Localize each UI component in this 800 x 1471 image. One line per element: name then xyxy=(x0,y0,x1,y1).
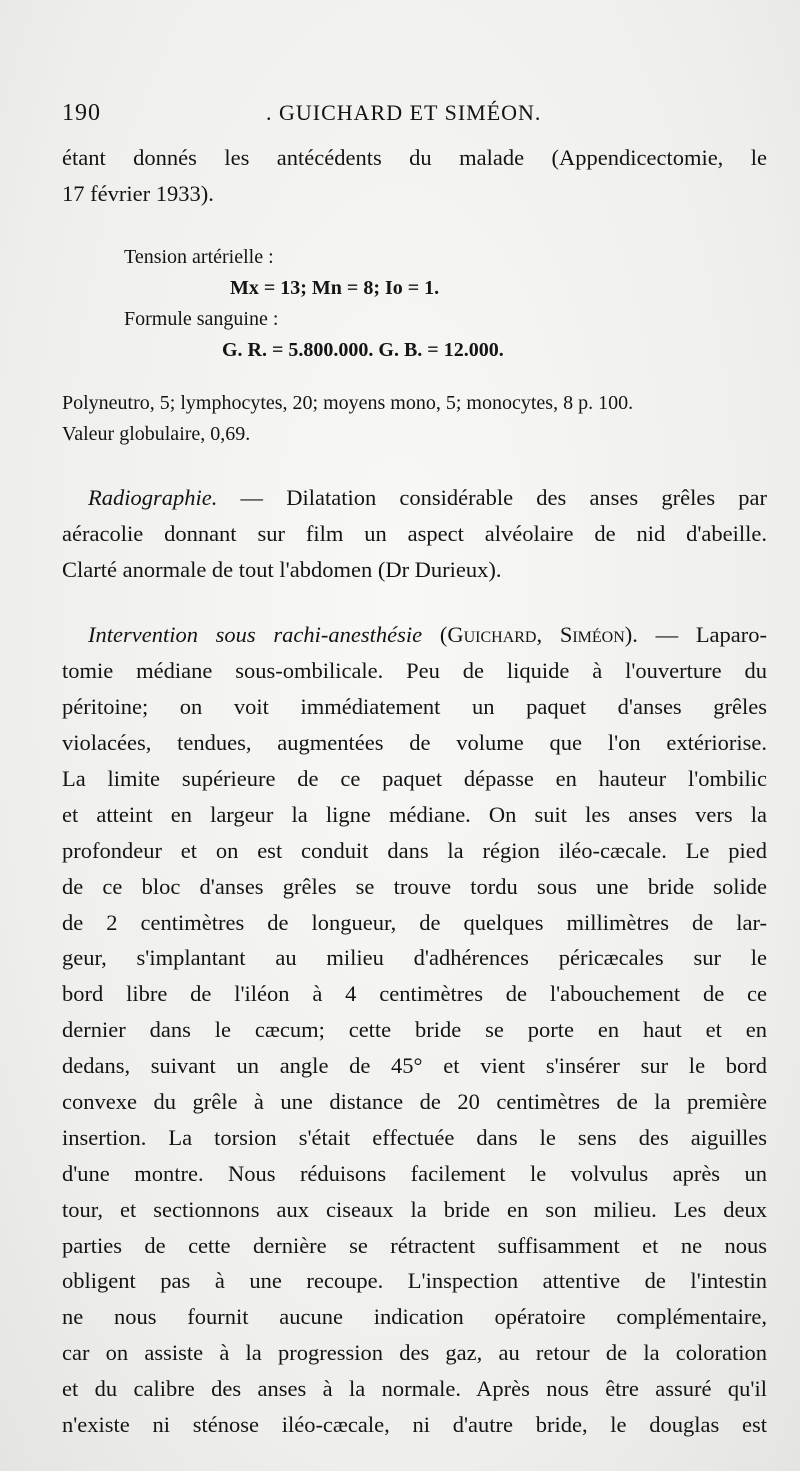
intervention-line: dedans, suivant un angle de 45° et vient s'insérer sur le bord xyxy=(62,1053,767,1079)
intervention-line: d'une montre. Nous réduisons facilement le volvulus après un xyxy=(62,1160,767,1186)
intervention-line: La limite supérieure de ce paquet dépasse en hauteur l'ombilic xyxy=(62,766,767,792)
blood-line-2: Valeur globulaire, 0,69. xyxy=(62,422,251,445)
intervention-line: obligent pas à une recoupe. L'inspection attentive de l'intestin xyxy=(62,1268,767,1294)
intervention-line: car on assiste à la progression des gaz, au retour de la coloration xyxy=(62,1340,767,1366)
intervention-line-1-rest: — Laparo- xyxy=(637,622,768,648)
intervention-line: tour, et sectionnons aux ciseaux la bride en son milieu. Les deux xyxy=(62,1196,767,1222)
blood-line-1: Polyneutro, 5; lymphocytes, 20; moyens mono, 5; monocytes, 8 p. 100. xyxy=(62,391,634,414)
radiographie-line-2: aéracolie donnant sur film un aspect alvéolaire de nid d'abeille. xyxy=(62,520,767,546)
intervention-line: profondeur et on est conduit dans la région iléo-cæcale. Le pied xyxy=(62,837,767,863)
intervention-line: insertion. La torsion s'était effectuée dans le sens des aiguilles xyxy=(62,1124,767,1150)
intervention-line: violacées, tendues, augmentées de volume que l'on extériorise. xyxy=(62,730,767,756)
intervention-line: et atteint en largeur la ligne médiane. On suit les anses vers la xyxy=(62,801,767,827)
page-header xyxy=(62,100,762,134)
intervention-line: de 2 centimètres de longueur, de quelques millimètres de lar- xyxy=(62,909,767,935)
radiographie-line-3: Clarté anormale de tout l'abdomen (Dr Durieux). xyxy=(62,556,502,582)
intervention-title: Intervention sous rachi-anesthésie xyxy=(88,622,423,648)
intervention-line: et du calibre des anses à la normale. Après nous être assuré qu'il xyxy=(62,1376,767,1402)
intervention-line-1 xyxy=(62,617,767,653)
intervention-line: péritoine; on voit immédiatement un paquet d'anses grêles xyxy=(62,694,767,720)
radiographie-title: Radiographie. xyxy=(88,484,218,510)
intervention-line: bord libre de l'iléon à 4 centimètres de l'abouchement de ce xyxy=(62,981,767,1007)
radiographie-line-1-rest: — Dilatation considérable des anses grêles par xyxy=(217,484,767,510)
intervention-line: n'existe ni sténose iléo-cæcale, ni d'autre bride, le douglas est xyxy=(62,1412,767,1438)
intervention-line: tomie médiane sous-ombilicale. Peu de liquide à l'ouverture du xyxy=(62,658,767,684)
intervention-line: convexe du grêle à une distance de 20 centimètres de la première xyxy=(62,1089,767,1115)
intervention-authors: (Guichard, Siméon). xyxy=(439,622,638,648)
opening-line-2: 17 février 1933). xyxy=(62,180,214,206)
opening-line-1: étant donnés les antécédents du malade (Appendicectomie, le xyxy=(62,145,767,170)
page-number: 190 xyxy=(62,100,101,126)
page-body xyxy=(62,140,767,1443)
formule-label: Formule sanguine : xyxy=(124,307,279,330)
intervention-line: parties de cette dernière se rétractent suffisamment et ne nous xyxy=(62,1232,767,1258)
intervention-line: geur, s'implantant au milieu d'adhérences péricæcales sur le xyxy=(62,945,767,971)
tension-values: Mx = 13; Mn = 8; Io = 1. xyxy=(230,276,440,299)
running-head: . GUICHARD ET SIMÉON. xyxy=(266,100,542,125)
formule-values: G. R. = 5.800.000. G. B. = 12.000. xyxy=(222,338,504,361)
radiographie-line-1 xyxy=(62,480,767,516)
tension-label: Tension artérielle : xyxy=(124,245,274,268)
intervention-line: de ce bloc d'anses grêles se trouve tordu sous une bride solide xyxy=(62,873,767,899)
intervention-line: ne nous fournit aucune indication opératoire complémentaire, xyxy=(62,1304,767,1330)
intervention-line: dernier dans le cæcum; cette bride se porte en haut et en xyxy=(62,1017,767,1043)
